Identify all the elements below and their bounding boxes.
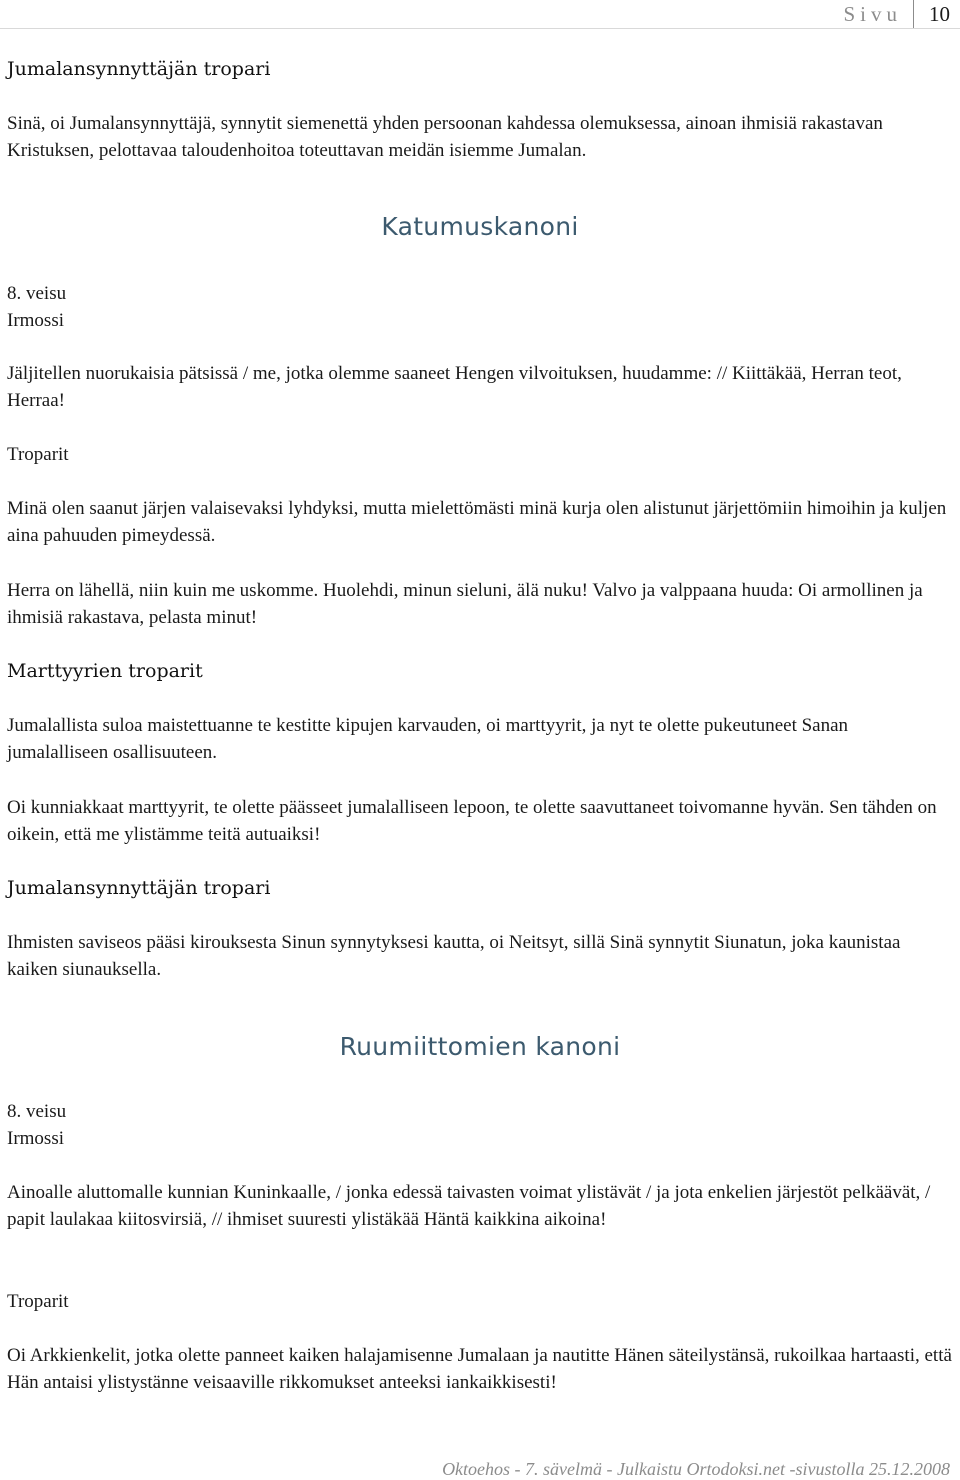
irmos-1-text: Jäljitellen nuorukaisia pätsissä / me, jotka olemme saaneet Hengen vilvoituksen, huudamme: // Kiittäkää, Herran teot, Herraa!	[7, 363, 902, 411]
page-label: Sivu	[843, 2, 902, 26]
troparia-heading-2: Troparit	[7, 1291, 69, 1312]
page-header	[0, 0, 960, 29]
martyr-troparion-2: Oi kunniakkaat marttyyrit, te olette päässeet jumalalliseen lepoon, te olette saavuttaneet toivomanne hyvän. Sen tähden on oikein, että me ylistämme teitä autuaiksi!	[7, 797, 937, 845]
irmos-2-text: Ainoalle aluttomalle kunnian Kuninkaalle, / jonka edessä taivasten voimat ylistävät / ja jota enkelien järjestöt pelkäävät, / papit laulakaa kiitosvirsiä, // ihmiset suuresti ylistäkää Häntä kaikkina aikoina!	[7, 1182, 931, 1230]
troparia-heading-1: Troparit	[7, 444, 69, 465]
canon-title-ruumiittomien: Ruumiittomien kanoni	[339, 1032, 621, 1061]
troparion-2-1: Oi Arkkienkelit, jotka olette panneet kaiken halajamisenne Jumalaan ja nautitte Hänen säteilystänsä, rukoilkaa hartaasti, että Hän antaisi ylistystänne veisaaville rikkomukset anteeksi iankaikkisesti!	[7, 1345, 952, 1393]
martyr-troparion-1: Jumalallista suloa maistettuanne te kestitte kipujen karvauden, oi marttyyrit, ja nyt te olette pukeutuneet Sanan jumalalliseen osallisuuteen.	[7, 715, 849, 763]
irmos-label-1: Irmossi	[7, 310, 64, 331]
page-number: 10	[929, 2, 950, 26]
section-heading-theotokion-2: Jumalansynnyttäjän tropari	[7, 877, 271, 899]
ode-label-1: 8. veisu	[7, 283, 67, 304]
theotokion-2-text: Ihmisten saviseos pääsi kirouksesta Sinun synnytyksesi kautta, oi Neitsyt, sillä Sinä synnytit Siunatun, joka kaunistaa kaiken siunauksella.	[7, 932, 901, 980]
section-heading-theotokion-1: Jumalansynnyttäjän tropari	[7, 58, 271, 80]
header-divider	[913, 0, 914, 28]
theotokion-1-text: Sinä, oi Jumalansynnyttäjä, synnytit siemenettä yhden persoonan kahdessa olemuksessa, ainoan ihmisiä rakastavan Kristuksen, pelottavaa taloudenhoitoa toteuttavan meidän isiemme Jumalan.	[7, 113, 883, 161]
ode-label-2: 8. veisu	[7, 1101, 67, 1122]
troparion-1-2: Herra on lähellä, niin kuin me uskomme. Huolehdi, minun sieluni, älä nuku! Valvo ja valppaana huuda: Oi armollinen ja ihmisiä rakastava, pelasta minut!	[7, 580, 923, 628]
martyr-troparia-heading: Marttyyrien troparit	[7, 660, 203, 682]
page-footer: Oktoehos - 7. sävelmä - Julkaistu Ortodoksi.net -sivustolla 25.12.2008	[442, 1459, 950, 1479]
canon-title-katumus: Katumuskanoni	[381, 212, 579, 241]
irmos-label-2: Irmossi	[7, 1128, 64, 1149]
troparion-1-1: Minä olen saanut järjen valaisevaksi lyhdyksi, mutta mielettömästi minä kurja olen alistunut järjettömiin himoihin ja kuljen aina pahuuden pimeydessä.	[7, 498, 947, 546]
